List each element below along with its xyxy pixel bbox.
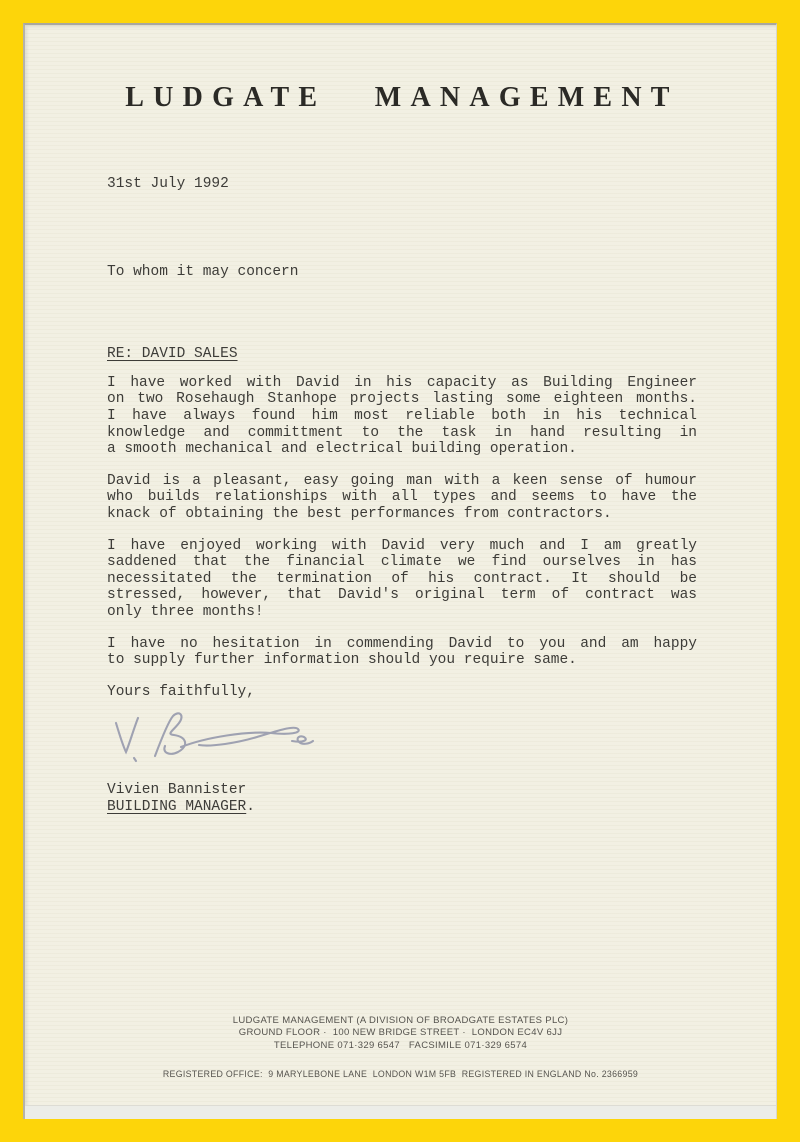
letter-text-line: on two Rosehaugh Stanhope projects lasting some eighteen months. [107,391,697,408]
signer-title-period: . [246,799,255,816]
letter-text-line: only three months! [107,603,264,620]
footer-phone-line: TELEPHONE 071·329 6547 FACSIMILE 071·329 6574 [273,1039,528,1051]
letter-body [107,82,697,816]
letter-paragraph-4 [107,636,697,669]
letter-text-line: to supply further information should you require same. [107,652,577,669]
letter-text-line: I have worked with David in his capacity as Building Engineer [107,374,697,391]
letter-text-line: a smooth mechanical and electrical building operation. [107,441,577,458]
letter-paragraph-1 [107,375,697,458]
letter-text-line: knack of obtaining the best performances from contractors. [107,505,612,522]
footer-address-line: GROUND FLOOR · 100 NEW BRIDGE STREET · LONDON EC4V 6JJ [238,1027,563,1039]
letter-paragraph-2 [107,473,697,523]
letter-text-line: knowledge and committment to the task in hand resulting in [107,424,697,441]
letter-text-line: saddened that the financial climate we find ourselves in has [107,554,697,571]
letter-paragraph-3 [107,538,697,621]
letter-salutation: To whom it may concern [107,263,299,280]
handwritten-signature-icon [109,710,697,768]
letterhead-footer [25,1015,776,1079]
letter-text-line: stressed, however, that David's original term of contract was [107,587,697,604]
signer-title-row [107,799,697,816]
letterhead-company-name: LUDGATE MANAGEMENT [125,82,679,113]
signer-title: BUILDING MANAGER [107,799,247,816]
letter-subject-line: RE: DAVID SALES [107,346,238,363]
letter-text-line: I have enjoyed working with David very much and I am greatly [107,537,697,554]
letter-closing: Yours faithfully, [107,683,255,700]
paper-bottom-scan-edge [25,1105,776,1119]
scanned-letter-page [23,23,777,1119]
letter-text-line: David is a pleasant, easy going man with a keen sense of humour [107,472,697,489]
footer-registered-office-line: REGISTERED OFFICE: 9 MARYLEBONE LANE LONDON W1M 5FB REGISTERED IN ENGLAND No. 2366959 [162,1069,639,1080]
footer-company-line: LUDGATE MANAGEMENT (A DIVISION OF BROADGATE ESTATES PLC) [232,1015,569,1026]
letter-text-line: I have no hesitation in commending David to you and am happy [107,635,697,652]
signer-name: Vivien Bannister [107,782,247,799]
letter-date: 31st July 1992 [107,176,229,192]
letter-text-line: who builds relationships with all types and seems to have the [107,489,697,506]
letter-text-line: necessitated the termination of his contract. It should be [107,570,697,587]
letter-text-line: I have always found him most reliable both in his technical [107,407,697,424]
